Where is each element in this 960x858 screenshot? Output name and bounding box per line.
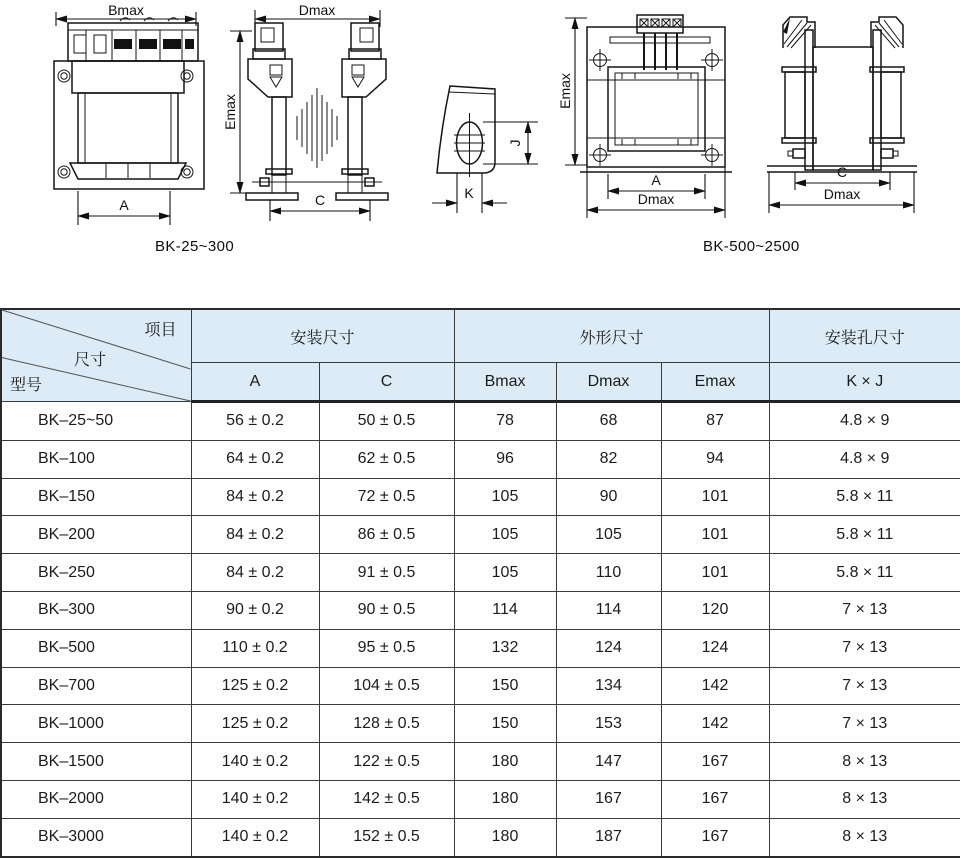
table-row xyxy=(1,667,960,705)
dim-a-cell: 84 ± 0.2 xyxy=(191,478,319,516)
dim-a-cell: 84 ± 0.2 xyxy=(191,554,319,592)
dim-dmax-cell: 134 xyxy=(556,667,661,705)
dim-c-cell: 62 ± 0.5 xyxy=(319,440,454,478)
dim-bmax-cell: 78 xyxy=(454,402,556,441)
table-row xyxy=(1,705,960,743)
dim-dmax-cell: 114 xyxy=(556,591,661,629)
dim-emax-cell: 167 xyxy=(661,818,769,856)
hole-kj-cell: 4.8 × 9 xyxy=(769,402,960,441)
dim-bmax-cell: 180 xyxy=(454,780,556,818)
dim-c-cell: 90 ± 0.5 xyxy=(319,591,454,629)
model-cell: BK–1500 xyxy=(1,743,191,781)
table-row xyxy=(1,402,960,441)
model-cell: BK–500 xyxy=(1,629,191,667)
dim-a-cell: 84 ± 0.2 xyxy=(191,516,319,554)
group-header-mounting-hole: 安装孔尺寸 xyxy=(769,309,960,363)
group-header-mounting: 安装尺寸 xyxy=(191,309,454,363)
hole-kj-cell: 7 × 13 xyxy=(769,705,960,743)
figure-foot-detail xyxy=(428,55,558,235)
dim-bmax-cell: 105 xyxy=(454,516,556,554)
model-cell: BK–1000 xyxy=(1,705,191,743)
table-row xyxy=(1,554,960,592)
dim-emax-cell: 87 xyxy=(661,402,769,441)
dim-c-cell: 152 ± 0.5 xyxy=(319,818,454,856)
dim-bmax-cell: 180 xyxy=(454,818,556,856)
dim-dmax-cell: 82 xyxy=(556,440,661,478)
dim-bmax-cell: 105 xyxy=(454,554,556,592)
group-header-outline: 外形尺寸 xyxy=(454,309,769,363)
figure-small-side-view xyxy=(222,3,402,235)
dim-c-cell: 122 ± 0.5 xyxy=(319,743,454,781)
hole-kj-cell: 5.8 × 11 xyxy=(769,478,960,516)
dim-dmax-cell: 167 xyxy=(556,780,661,818)
model-cell: BK–3000 xyxy=(1,818,191,856)
dim-bmax-cell: 180 xyxy=(454,743,556,781)
hole-kj-cell: 5.8 × 11 xyxy=(769,554,960,592)
dim-label-c: C xyxy=(836,164,848,180)
dim-label-a: A xyxy=(651,172,661,188)
model-cell: BK–200 xyxy=(1,516,191,554)
dim-label-j: J xyxy=(507,139,523,147)
dim-bmax-cell: 132 xyxy=(454,629,556,667)
dim-dmax-cell: 187 xyxy=(556,818,661,856)
col-header-dmax: Dmax xyxy=(556,363,661,402)
figure-caption-left: BK-25~300 xyxy=(155,238,235,255)
dim-bmax-cell: 96 xyxy=(454,440,556,478)
hole-kj-cell: 5.8 × 11 xyxy=(769,516,960,554)
hole-kj-cell: 7 × 13 xyxy=(769,629,960,667)
figure-small-front-view xyxy=(50,3,215,235)
dim-bmax-cell: 105 xyxy=(454,478,556,516)
dim-c-cell: 50 ± 0.5 xyxy=(319,402,454,441)
model-cell: BK–700 xyxy=(1,667,191,705)
dim-dmax-cell: 68 xyxy=(556,402,661,441)
table-row xyxy=(1,516,960,554)
dim-a-cell: 56 ± 0.2 xyxy=(191,402,319,441)
dim-dmax-cell: 110 xyxy=(556,554,661,592)
hole-kj-cell: 8 × 13 xyxy=(769,780,960,818)
dim-label-a: A xyxy=(119,197,129,213)
col-header-emax: Emax xyxy=(661,363,769,402)
dim-emax-cell: 124 xyxy=(661,629,769,667)
model-cell: BK–300 xyxy=(1,591,191,629)
dim-a-cell: 110 ± 0.2 xyxy=(191,629,319,667)
figure-large-front-view xyxy=(557,3,765,231)
corner-label-model: 型号 xyxy=(10,377,43,394)
corner-label-dimension: 尺寸 xyxy=(74,352,107,369)
hole-kj-cell: 8 × 13 xyxy=(769,818,960,856)
dim-emax-cell: 167 xyxy=(661,743,769,781)
dim-bmax-cell: 150 xyxy=(454,705,556,743)
dim-a-cell: 64 ± 0.2 xyxy=(191,440,319,478)
table-row xyxy=(1,629,960,667)
table-row xyxy=(1,440,960,478)
model-cell: BK–100 xyxy=(1,440,191,478)
dim-c-cell: 104 ± 0.5 xyxy=(319,667,454,705)
dim-bmax-cell: 114 xyxy=(454,591,556,629)
dim-dmax-cell: 124 xyxy=(556,629,661,667)
model-cell: BK–25~50 xyxy=(1,402,191,441)
col-header-a: A xyxy=(191,363,319,402)
dim-emax-cell: 142 xyxy=(661,705,769,743)
dim-emax-cell: 94 xyxy=(661,440,769,478)
corner-label-item: 项目 xyxy=(144,322,177,339)
dim-emax-cell: 101 xyxy=(661,554,769,592)
model-cell: BK–250 xyxy=(1,554,191,592)
figure-large-side-view xyxy=(762,8,957,230)
dim-emax-cell: 167 xyxy=(661,780,769,818)
col-header-c: C xyxy=(319,363,454,402)
table-row xyxy=(1,478,960,516)
dim-emax-cell: 120 xyxy=(661,591,769,629)
dim-c-cell: 86 ± 0.5 xyxy=(319,516,454,554)
col-header-bmax: Bmax xyxy=(454,363,556,402)
table-row xyxy=(1,591,960,629)
model-cell: BK–2000 xyxy=(1,780,191,818)
hole-kj-cell: 7 × 13 xyxy=(769,667,960,705)
dim-a-cell: 140 ± 0.2 xyxy=(191,780,319,818)
dim-dmax-cell: 90 xyxy=(556,478,661,516)
dim-label-dmax: Dmax xyxy=(637,191,675,207)
hole-kj-cell: 4.8 × 9 xyxy=(769,440,960,478)
dim-bmax-cell: 150 xyxy=(454,667,556,705)
dim-label-c: C xyxy=(314,192,326,208)
dim-c-cell: 72 ± 0.5 xyxy=(319,478,454,516)
dim-dmax-cell: 147 xyxy=(556,743,661,781)
model-cell: BK–150 xyxy=(1,478,191,516)
dim-a-cell: 90 ± 0.2 xyxy=(191,591,319,629)
table-row xyxy=(1,743,960,781)
dim-a-cell: 140 ± 0.2 xyxy=(191,743,319,781)
dim-dmax-cell: 153 xyxy=(556,705,661,743)
table-row xyxy=(1,818,960,856)
dim-dmax-cell: 105 xyxy=(556,516,661,554)
figure-caption-right: BK-500~2500 xyxy=(703,238,800,255)
dim-a-cell: 125 ± 0.2 xyxy=(191,705,319,743)
spec-table xyxy=(0,308,960,858)
hole-kj-cell: 8 × 13 xyxy=(769,743,960,781)
dim-c-cell: 128 ± 0.5 xyxy=(319,705,454,743)
dim-label-k: K xyxy=(464,185,474,201)
dim-label-emax: Emax xyxy=(222,94,238,130)
dim-emax-cell: 142 xyxy=(661,667,769,705)
dim-a-cell: 125 ± 0.2 xyxy=(191,667,319,705)
dim-a-cell: 140 ± 0.2 xyxy=(191,818,319,856)
dim-label-dmax: Dmax xyxy=(298,2,336,18)
dim-emax-cell: 101 xyxy=(661,516,769,554)
dim-c-cell: 95 ± 0.5 xyxy=(319,629,454,667)
dim-label-dmax: Dmax xyxy=(823,186,861,202)
table-row xyxy=(1,780,960,818)
dim-emax-cell: 101 xyxy=(661,478,769,516)
header-group-row xyxy=(1,309,960,363)
dim-c-cell: 142 ± 0.5 xyxy=(319,780,454,818)
dim-c-cell: 91 ± 0.5 xyxy=(319,554,454,592)
hole-kj-cell: 7 × 13 xyxy=(769,591,960,629)
dim-label-bmax: Bmax xyxy=(108,2,144,18)
corner-header-cell xyxy=(1,309,191,402)
dim-label-emax: Emax xyxy=(557,73,573,109)
col-header-kj: K × J xyxy=(769,363,960,402)
